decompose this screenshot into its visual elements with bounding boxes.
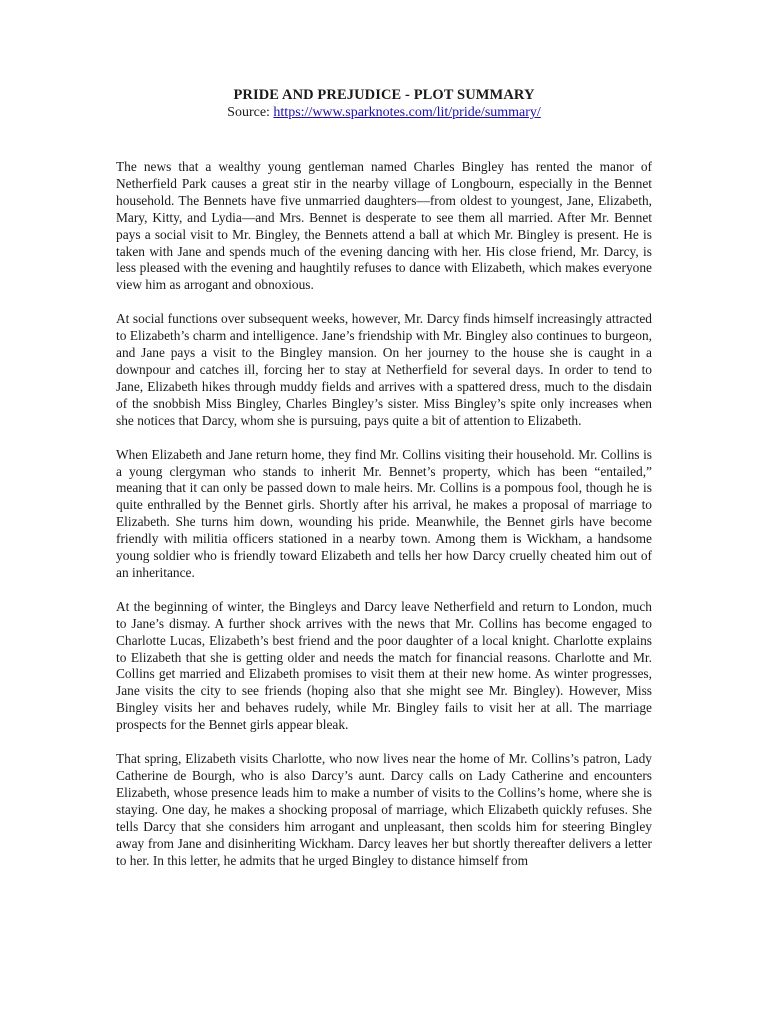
paragraph-4: At the beginning of winter, the Bingleys and Darcy leave Netherfield and return to London, much to Jane’s dismay. A further shock arrives with the news that Mr. Collins has become engaged to Charlotte Lucas, Elizabeth’s best friend and the poor daughter of a local knight. Charlotte explains to Elizabeth that she is getting older and needs the match for financial reasons. Charlotte and Mr. Collins get married and Elizabeth promises to visit them at their new home. As winter progresses, Jane visits the city to see friends (hoping also that she might see Mr. Bingley). However, Miss Bingley visits her and behaves rudely, while Mr. Bingley fails to visit her at all. The marriage prospects for the Bennet girls appear bleak. — [116, 598, 652, 733]
source-link[interactable]: https://www.sparknotes.com/lit/pride/summary/ — [273, 105, 541, 120]
document-title: PRIDE AND PREJUDICE - PLOT SUMMARY — [233, 87, 535, 103]
document-page — [116, 86, 652, 886]
paragraph-1: The news that a wealthy young gentleman named Charles Bingley has rented the manor of Netherfield Park causes a great stir in the nearby village of Longbourn, especially in the Bennet household. The Bennets have five unmarried daughters—from oldest to youngest, Jane, Elizabeth, Mary, Kitty, and Lydia—and Mrs. Bennet is desperate to see them all married. After Mr. Bennet pays a social visit to Mr. Bingley, the Bennets attend a ball at which Mr. Bingley is present. He is taken with Jane and spends much of the evening dancing with her. His close friend, Mr. Darcy, is less pleased with the evening and haughtily refuses to dance with Elizabeth, which makes everyone view him as arrogant and obnoxious. — [116, 159, 652, 293]
paragraph-2: At social functions over subsequent weeks, however, Mr. Darcy finds himself increasingly attracted to Elizabeth’s charm and intelligence. Jane’s friendship with Mr. Bingley also continues to burgeon, and Jane pays a visit to the Bingley mansion. On her journey to the house she is caught in a downpour and catches ill, forcing her to stay at Netherfield for several days. In order to tend to Jane, Elizabeth hikes through muddy fields and arrives with a spattered dress, much to the disdain of the snobbish Miss Bingley, Charles Bingley’s sister. Miss Bingley’s spite only increases when she notices that Darcy, whom she is pursuing, pays quite a bit of attention to Elizabeth. — [116, 311, 652, 428]
source-label: Source: — [227, 105, 274, 120]
source-line — [116, 104, 652, 121]
summary-body — [116, 159, 652, 869]
paragraph-5: That spring, Elizabeth visits Charlotte, who now lives near the home of Mr. Collins’s patron, Lady Catherine de Bourgh, who is also Darcy’s aunt. Darcy calls on Lady Catherine and encounters Elizabeth, whose presence leads him to make a number of visits to the Collins’s home, where she is staying. One day, he makes a shocking proposal of marriage, which Elizabeth quickly refuses. She tells Darcy that she considers him arrogant and unpleasant, then scolds him for steering Bingley away from Jane and disinheriting Wickham. Darcy leaves her but shortly thereafter delivers a letter to her. In this letter, he admits that he urged Bingley to distance himself from — [116, 751, 652, 868]
paragraph-3: When Elizabeth and Jane return home, they find Mr. Collins visiting their household. Mr. Collins is a young clergyman who stands to inherit Mr. Bennet’s property, which has been “entailed,” meaning that it can only be passed down to male heirs. Mr. Collins is a pompous fool, though he is quite enthralled by the Bennet girls. Shortly after his arrival, he makes a proposal of marriage to Elizabeth. She turns him down, wounding his pride. Meanwhile, the Bennet girls have become friendly with militia officers stationed in a nearby town. Among them is Wickham, a handsome young soldier who is friendly toward Elizabeth and tells her how Darcy cruelly cheated him out of an inheritance. — [116, 446, 652, 580]
